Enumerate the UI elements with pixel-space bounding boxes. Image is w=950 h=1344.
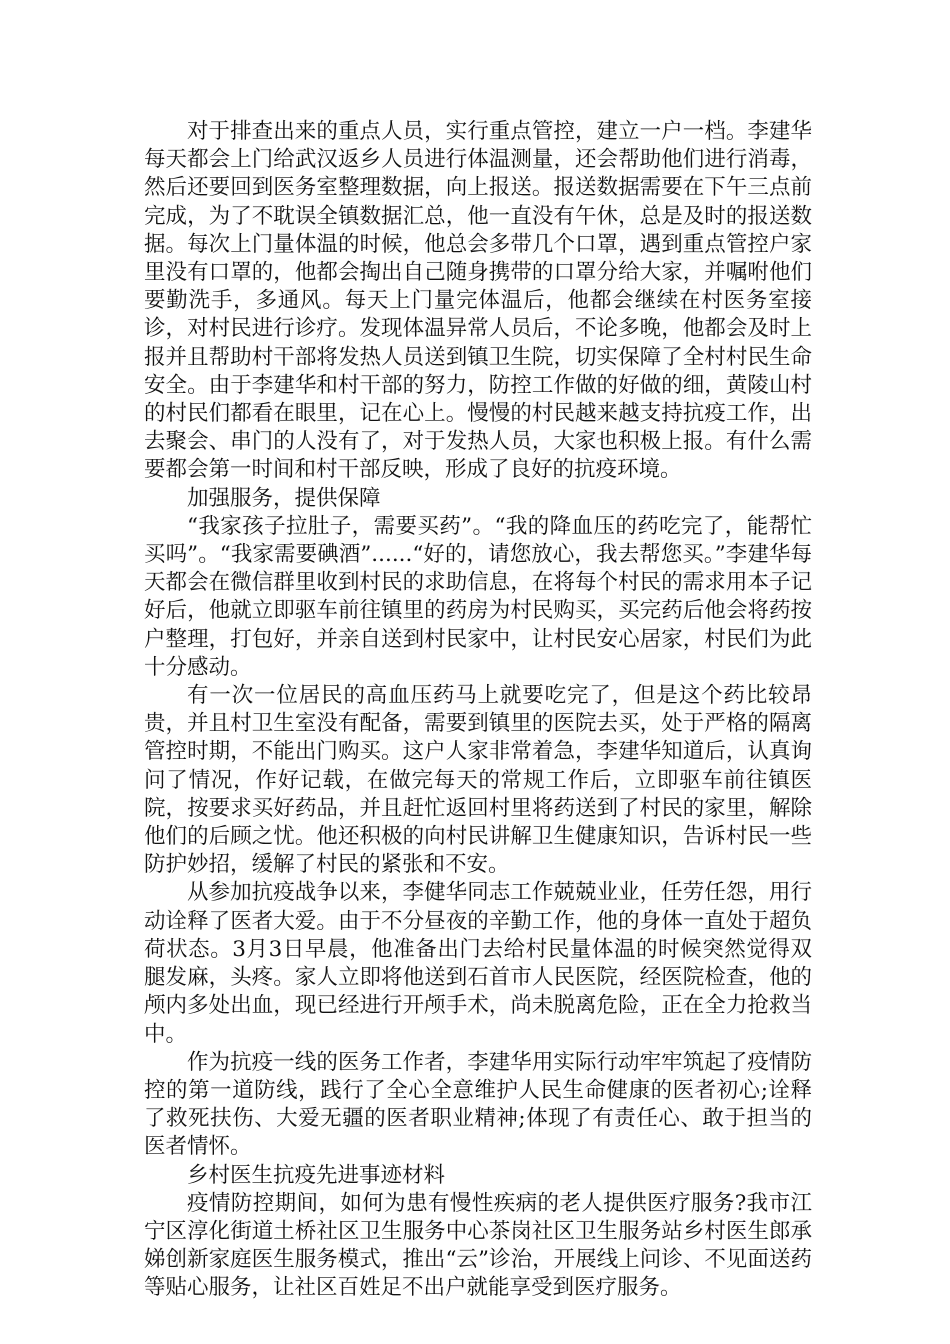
paragraph-conclusion: 作为抗疫一线的医务工作者，李建华用实际行动牢牢筑起了疫情防控的第一道防线，践行了全心全意维护人民生命健康的医者初心;诠释了救死扶伤、大爱无疆的医者职业精神;体现了有责任心、敢于担当的医者情怀。 xyxy=(144,1049,812,1160)
paragraph-buying-medicine: “我家孩子拉肚子，需要买药”。“我的降血压的药吃完了，能帮忙买吗”。“我家需要碘酒”......“好的，请您放心，我去帮您买。”李建华每天都会在微信群里收到村民的求助信息，在将每个村民的需求用本子记好后，他就立即驱车前往镇里的药房为村民购买，买完药后他会将药按户整理，打包好，并亲自送到村民家中，让村民安心居家，村民们为此十分感动。 xyxy=(144,513,812,680)
paragraph-hypertension-resident: 有一次一位居民的高血压药马上就要吃完了，但是这个药比较昂贵，并且村卫生室没有配备，需要到镇里的医院去买，处于严格的隔离管控时期，不能出门购买。这户人家非常着急，李建华知道后，认真询问了情况，作好记载，在做完每天的常规工作后，立即驱车前往镇医院，按要求买好药品，并且赶忙返回村里将药送到了村民的家里，解除他们的后顾之忧。他还积极的向村民讲解卫生健康知识，告诉村民一些防护妙招，缓解了村民的紧张和不安。 xyxy=(144,683,812,878)
document-body xyxy=(144,118,812,1303)
section-heading-village-doctor: 乡村医生抗疫先进事迹材料 xyxy=(187,1162,446,1188)
section-heading-strengthen-service: 加强服务，提供保障 xyxy=(187,485,381,511)
paragraph-cloud-diagnosis: 疫情防控期间，如何为患有慢性疾病的老人提供医疗服务?我市江宁区淳化街道土桥社区卫生服务中心茶岗社区卫生服务站乡村医生郎承娣创新家庭医生服务模式，推出“云”诊治，开展线上问诊、不见面送药等贴心服务，让社区百姓足不出户就能享受到医疗服务。 xyxy=(144,1190,812,1301)
paragraph-overwork-illness: 从参加抗疫战争以来，李健华同志工作兢兢业业，任劳任怨，用行动诠释了医者大爱。由于不分昼夜的辛勤工作，他的身体一直处于超负荷状态。3月3日早晨，他准备出门去给村民量体温的时候突然觉得双腿发麻，头疼。家人立即将他送到石首市人民医院，经医院检查，他的颅内多处出血，现已经进行开颅手术，尚未脱离危险，正在全力抢救当中。 xyxy=(144,880,812,1047)
paragraph-key-personnel-control: 对于排查出来的重点人员，实行重点管控，建立一户一档。李建华每天都会上门给武汉返乡人员进行体温测量，还会帮助他们进行消毒，然后还要回到医务室整理数据，向上报送。报送数据需要在下午三点前完成，为了不耽误全镇数据汇总，他一直没有午休，总是及时的报送数据。每次上门量体温的时候，他总会多带几个口罩，遇到重点管控户家里没有口罩的，他都会掏出自己随身携带的口罩分给大家，并嘱咐他们要勤洗手，多通风。每天上门量完体温后，他都会继续在村医务室接诊，对村民进行诊疗。发现体温异常人员后，不论多晚，他都会及时上报并且帮助村干部将发热人员送到镇卫生院，切实保障了全村村民生命安全。由于李建华和村干部的努力，防控工作做的好做的细，黄陵山村的村民们都看在眼里，记在心上。慢慢的村民越来越支持抗疫工作，出去聚会、串门的人没有了，对于发热人员，大家也积极上报。有什么需要都会第一时间和村干部反映，形成了良好的抗疫环境。 xyxy=(144,119,812,483)
